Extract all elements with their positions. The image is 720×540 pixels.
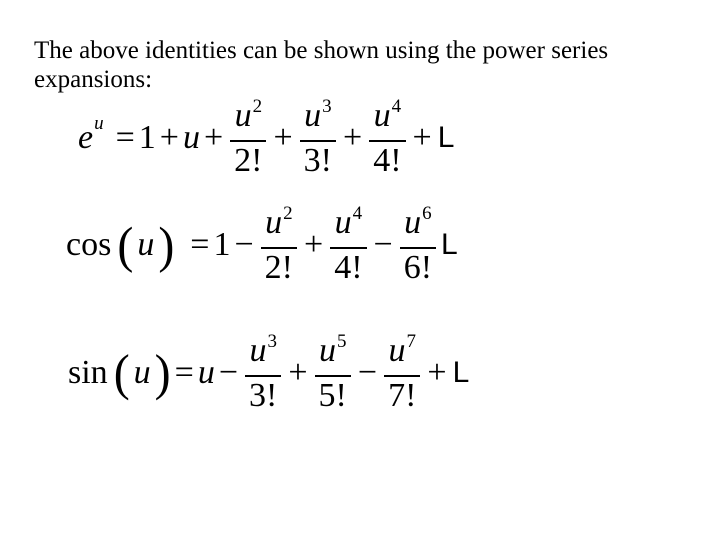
- intro-paragraph: The above identities can be shown using the power series expansions:: [34, 37, 609, 93]
- fraction-term: [245, 330, 281, 414]
- minus-sign: −: [234, 226, 254, 263]
- fraction-numerator: $u^4$: [334, 202, 363, 241]
- fraction-term: [384, 330, 420, 414]
- equals-sign: =: [115, 119, 135, 156]
- fraction-denominator: 3!: [249, 376, 278, 414]
- right-paren: ): [154, 345, 171, 402]
- fraction-numerator: $u^7$: [388, 330, 416, 369]
- fraction-denominator: 2!: [264, 248, 293, 286]
- fraction-term: [261, 202, 297, 286]
- exp-series-equation: [78, 93, 454, 183]
- fraction-denominator: 2!: [234, 141, 263, 179]
- fraction-denominator: 3!: [303, 141, 332, 179]
- minus-sign: −: [373, 226, 393, 263]
- function-argument: u: [137, 226, 155, 263]
- plus-sign: +: [159, 119, 179, 156]
- function-argument: u: [133, 354, 151, 391]
- left-paren: (: [113, 345, 130, 402]
- plus-sign: +: [304, 226, 324, 263]
- equals-sign: =: [174, 354, 194, 391]
- fraction-term: [230, 95, 266, 179]
- fraction-numerator: $u^3$: [249, 330, 277, 369]
- sin-function-name: sin: [68, 354, 108, 391]
- equals-sign: =: [190, 226, 210, 263]
- plus-sign: +: [203, 119, 224, 156]
- plus-sign: +: [288, 354, 308, 391]
- linear-term: u: [197, 354, 215, 391]
- plus-sign: +: [427, 354, 447, 391]
- fraction-numerator: $u^3$: [304, 95, 332, 134]
- fraction-denominator: 4!: [334, 248, 363, 286]
- minus-sign: −: [218, 354, 239, 391]
- fraction-numerator: $u^5$: [318, 330, 347, 369]
- fraction-denominator: 5!: [318, 376, 347, 414]
- left-paren: (: [117, 217, 134, 274]
- fraction-numerator: $u^2$: [265, 202, 293, 241]
- fraction-denominator: 6!: [403, 248, 433, 286]
- right-paren: ): [158, 217, 175, 274]
- fraction-denominator: 7!: [388, 376, 417, 414]
- fraction-numerator: $u^4$: [373, 95, 402, 134]
- plus-sign: +: [412, 119, 432, 156]
- fraction-numerator: $u^6$: [404, 202, 432, 241]
- constant-term: 1: [138, 119, 156, 156]
- linear-term: u: [182, 119, 200, 156]
- fraction-term: [369, 95, 405, 179]
- fraction-term: [330, 202, 366, 286]
- continuation-ellipsis: L: [441, 228, 458, 261]
- fraction-numerator: $u^2$: [234, 95, 263, 134]
- fraction-denominator: 4!: [373, 141, 402, 179]
- sin-series-equation: [68, 328, 469, 418]
- plus-sign: +: [273, 119, 293, 156]
- continuation-ellipsis: L: [452, 356, 470, 389]
- fraction-term: [300, 95, 336, 179]
- fraction-term: [315, 330, 351, 414]
- exp-lhs-base: e: [78, 119, 94, 156]
- minus-sign: −: [357, 354, 378, 391]
- plus-sign: +: [343, 119, 363, 156]
- cos-series-equation: [66, 200, 458, 290]
- constant-term: 1: [213, 226, 231, 263]
- continuation-ellipsis: L: [437, 121, 455, 154]
- exp-lhs-exponent: u: [94, 113, 104, 134]
- cos-function-name: cos: [66, 226, 112, 263]
- fraction-term: [400, 202, 436, 286]
